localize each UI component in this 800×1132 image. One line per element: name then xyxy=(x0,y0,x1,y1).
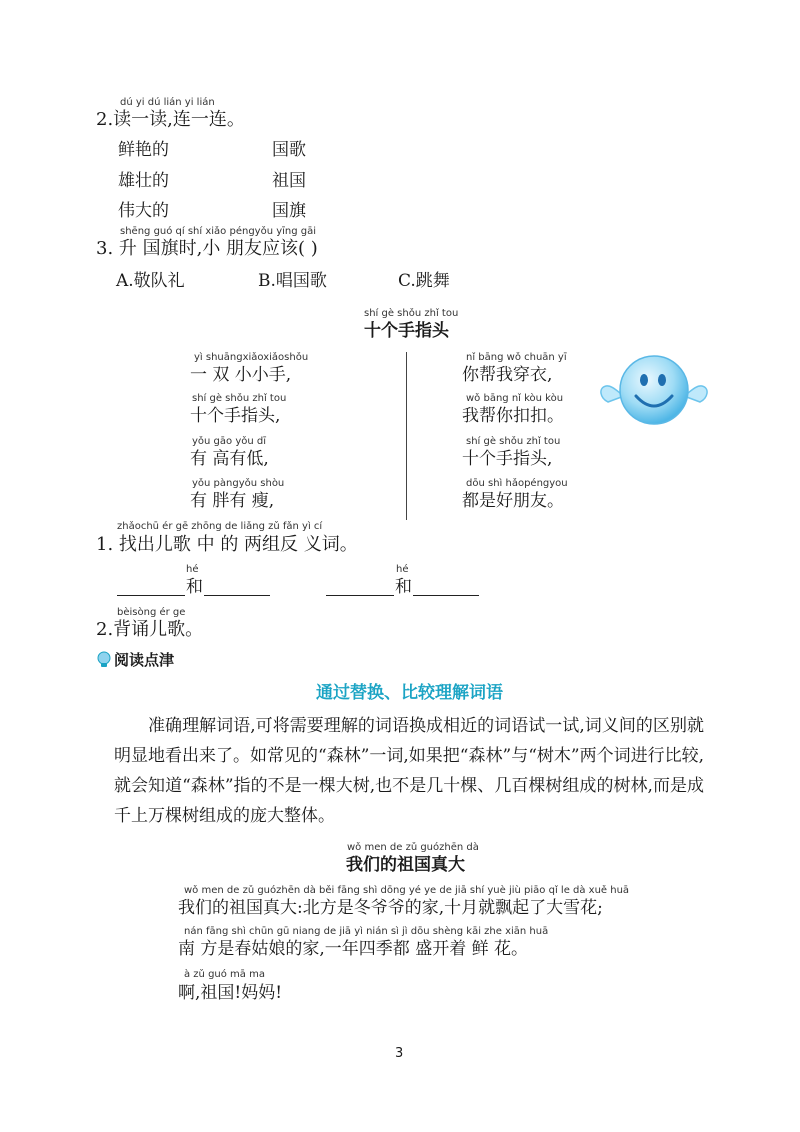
poem1-left-line-2: 十个手指头, xyxy=(190,406,281,426)
q3-title: 3. 升 国旗时,小 朋友应该( ) xyxy=(96,238,318,259)
poem1-right-line-4: 都是好朋友。 xyxy=(462,491,564,511)
q3-option-c: C.跳舞 xyxy=(398,271,450,291)
poem2-py-2: nán fāng shì chūn gū niang de jiā yì nián sì jì dōu shèng kāi zhe xiān huā xyxy=(184,926,549,937)
poem1-right-line-1: 你帮我穿衣, xyxy=(462,365,553,385)
poem2-py-1: wǒ men de zǔ guózhēn dà běi fāng shì dōng yé ye de jiā shí yuè jiù piāo qǐ le dà xuě huā xyxy=(184,885,630,896)
poem1-right-line-2: 我帮你扣扣。 xyxy=(462,406,564,426)
q2-left-1: 鲜艳的 xyxy=(118,140,169,160)
ex1-title: 1. 找出儿歌 中 的 两组反 义词。 xyxy=(96,534,358,555)
section-paragraph: 准确理解词语,可将需要理解的词语换成相近的词语试一试,词义间的区别就明显地看出来了。如常见的“森林”一词,如果把“森林”与“树木”两个词进行比较,就会知道“森林”指的不是一棵大树,也不是几十棵、几百棵树组成的树林,而是成千上万棵树组成的庞大整体。 xyxy=(114,716,704,826)
q2-right-2: 祖国 xyxy=(272,171,306,191)
poem2-line-1: 我们的祖国真大:北方是冬爷爷的家,十月就飘起了大雪花; xyxy=(178,898,603,918)
poem1-right-py-3: shí gè shǒu zhǐ tou xyxy=(466,436,561,447)
poem1-left-py-3: yǒu gāo yǒu dī xyxy=(192,436,267,447)
section-heading: 通过替换、比较理解词语 xyxy=(316,683,503,703)
poem1-right-line-3: 十个手指头, xyxy=(462,449,553,469)
q2-title: 2.读一读,连一连。 xyxy=(96,109,245,130)
q2-left-3: 伟大的 xyxy=(118,201,169,221)
ex1-he-1: 和 xyxy=(186,577,203,597)
lightbulb-icon xyxy=(96,651,112,669)
ex1-blank-3[interactable] xyxy=(326,595,394,596)
section-label: 阅读点津 xyxy=(114,651,175,669)
poem1-left-line-3: 有 高有低, xyxy=(190,449,269,469)
ex1-he-pinyin-2: hé xyxy=(396,564,409,575)
poem1-right-py-2: wǒ bāng nǐ kòu kòu xyxy=(466,393,564,404)
poem1-left-py-1: yì shuāngxiǎoxiǎoshǒu xyxy=(194,352,309,363)
poem1-title-pinyin: shí gè shǒu zhǐ tou xyxy=(364,308,459,319)
ex1-he-pinyin-1: hé xyxy=(186,564,199,575)
ex1-blank-2[interactable] xyxy=(204,595,270,596)
ex1-blank-4[interactable] xyxy=(413,595,479,596)
poem2-line-3: 啊,祖国!妈妈! xyxy=(178,983,283,1003)
ex1-pinyin: zhǎochū ér gē zhōng de liǎng zǔ fǎn yì cí xyxy=(117,521,323,532)
poem2-line-2: 南 方是春姑娘的家,一年四季都 盛开着 鲜 花。 xyxy=(178,939,529,959)
q3-option-b: B.唱国歌 xyxy=(258,271,327,291)
q2-pinyin: dú yi dú lián yi lián xyxy=(120,97,215,108)
ex2-title: 2.背诵儿歌。 xyxy=(96,619,204,640)
page-number: 3 xyxy=(395,1046,404,1061)
smiley-hands-illustration xyxy=(594,340,714,440)
poem1-left-py-4: yǒu pàngyǒu shòu xyxy=(192,478,285,489)
poem1-title: 十个手指头 xyxy=(364,321,449,341)
poem1-right-py-1: nǐ bāng wǒ chuān yī xyxy=(466,352,567,363)
q2-right-1: 国歌 xyxy=(272,140,306,160)
poem1-right-py-4: dōu shì hǎopéngyou xyxy=(466,478,568,489)
poem2-title-pinyin: wǒ men de zǔ guózhēn dà xyxy=(347,842,479,853)
poem2-title: 我们的祖国真大 xyxy=(346,855,465,875)
q3-pinyin: shēng guó qí shí xiǎo péngyǒu yīng gāi xyxy=(120,226,317,237)
poem1-divider xyxy=(406,352,407,520)
ex2-pinyin: bèisòng ér ge xyxy=(117,607,186,618)
ex1-he-2: 和 xyxy=(395,577,412,597)
ex1-blank-1[interactable] xyxy=(117,595,185,596)
poem1-left-py-2: shí gè shǒu zhǐ tou xyxy=(192,393,287,404)
q2-left-2: 雄壮的 xyxy=(118,171,169,191)
poem1-left-line-4: 有 胖有 瘦, xyxy=(190,491,275,511)
q3-option-a: A.敬队礼 xyxy=(116,271,185,291)
poem2-py-3: à zǔ guó mā ma xyxy=(184,969,265,980)
poem1-left-line-1: 一 双 小小手, xyxy=(190,365,292,385)
q2-right-3: 国旗 xyxy=(272,201,306,221)
